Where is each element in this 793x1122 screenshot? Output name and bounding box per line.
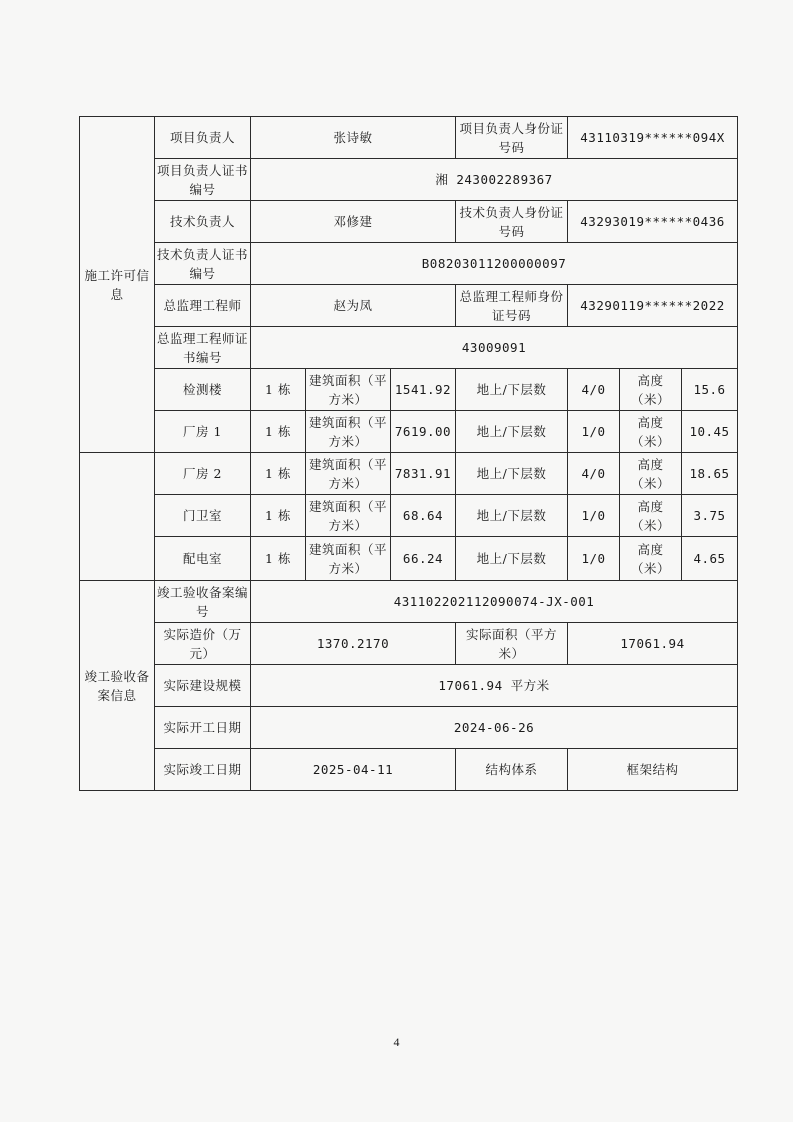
field-value: 17061.94 xyxy=(568,623,738,665)
field-value: 43110319******094X xyxy=(568,117,738,159)
field-label: 技术负责人身份证号码 xyxy=(456,201,568,243)
field-value: 湘 243002289367 xyxy=(251,159,738,201)
field-value: 赵为凤 xyxy=(251,285,456,327)
table-row xyxy=(80,665,738,707)
height-value: 15.6 xyxy=(682,369,738,411)
area-value: 66.24 xyxy=(391,537,456,581)
area-value: 7831.91 xyxy=(391,453,456,495)
building-count: 1 栋 xyxy=(251,411,306,453)
field-value: 431102202112090074-JX-001 xyxy=(251,581,738,623)
floors-value: 1/0 xyxy=(568,411,620,453)
table-row xyxy=(80,749,738,791)
field-label: 项目负责人 xyxy=(155,117,251,159)
section-label-acceptance: 竣工验收备案信息 xyxy=(80,581,155,791)
table-row xyxy=(80,327,738,369)
floors-value: 1/0 xyxy=(568,495,620,537)
field-label: 项目负责人身份证号码 xyxy=(456,117,568,159)
building-row xyxy=(80,411,738,453)
building-row xyxy=(80,495,738,537)
field-label: 竣工验收备案编号 xyxy=(155,581,251,623)
field-label: 技术负责人证书编号 xyxy=(155,243,251,285)
field-value: 43290119******2022 xyxy=(568,285,738,327)
table-row xyxy=(80,159,738,201)
section-label-permit: 施工许可信息 xyxy=(80,117,155,453)
floors-value: 4/0 xyxy=(568,453,620,495)
floors-label: 地上/下层数 xyxy=(456,537,568,581)
building-count: 1 栋 xyxy=(251,369,306,411)
height-value: 10.45 xyxy=(682,411,738,453)
area-label: 建筑面积（平方米） xyxy=(306,495,391,537)
field-value: 2024-06-26 xyxy=(251,707,738,749)
field-value: 框架结构 xyxy=(568,749,738,791)
field-value: 43293019******0436 xyxy=(568,201,738,243)
info-table xyxy=(79,116,738,791)
table-row xyxy=(80,623,738,665)
building-name: 厂房 1 xyxy=(155,411,251,453)
floors-label: 地上/下层数 xyxy=(456,369,568,411)
building-row xyxy=(80,369,738,411)
height-label: 高度（米） xyxy=(620,411,682,453)
field-label: 总监理工程师证书编号 xyxy=(155,327,251,369)
area-value: 7619.00 xyxy=(391,411,456,453)
floors-value: 4/0 xyxy=(568,369,620,411)
area-label: 建筑面积（平方米） xyxy=(306,369,391,411)
height-label: 高度（米） xyxy=(620,537,682,581)
field-value: 17061.94 平方米 xyxy=(251,665,738,707)
floors-label: 地上/下层数 xyxy=(456,495,568,537)
building-row xyxy=(80,537,738,581)
height-value: 4.65 xyxy=(682,537,738,581)
field-label: 项目负责人证书编号 xyxy=(155,159,251,201)
field-value: B08203011200000097 xyxy=(251,243,738,285)
table-row xyxy=(80,707,738,749)
field-value: 邓修建 xyxy=(251,201,456,243)
field-label: 结构体系 xyxy=(456,749,568,791)
section-label-empty xyxy=(80,453,155,581)
height-value: 3.75 xyxy=(682,495,738,537)
building-row xyxy=(80,453,738,495)
field-label: 实际造价（万元） xyxy=(155,623,251,665)
area-label: 建筑面积（平方米） xyxy=(306,411,391,453)
building-name: 厂房 2 xyxy=(155,453,251,495)
field-label: 技术负责人 xyxy=(155,201,251,243)
field-label: 实际面积（平方米） xyxy=(456,623,568,665)
height-label: 高度（米） xyxy=(620,369,682,411)
field-value: 张诗敏 xyxy=(251,117,456,159)
area-value: 68.64 xyxy=(391,495,456,537)
field-label: 实际开工日期 xyxy=(155,707,251,749)
building-count: 1 栋 xyxy=(251,453,306,495)
table-row xyxy=(80,581,738,623)
page-number: 4 xyxy=(393,1035,400,1049)
field-value: 43009091 xyxy=(251,327,738,369)
building-count: 1 栋 xyxy=(251,537,306,581)
table-row xyxy=(80,285,738,327)
field-value: 1370.2170 xyxy=(251,623,456,665)
building-name: 检测楼 xyxy=(155,369,251,411)
height-value: 18.65 xyxy=(682,453,738,495)
floors-label: 地上/下层数 xyxy=(456,411,568,453)
field-label: 总监理工程师 xyxy=(155,285,251,327)
area-label: 建筑面积（平方米） xyxy=(306,537,391,581)
building-name: 配电室 xyxy=(155,537,251,581)
table-row xyxy=(80,117,738,159)
table-row xyxy=(80,201,738,243)
field-value: 2025-04-11 xyxy=(251,749,456,791)
floors-label: 地上/下层数 xyxy=(456,453,568,495)
table-row xyxy=(80,243,738,285)
building-name: 门卫室 xyxy=(155,495,251,537)
height-label: 高度（米） xyxy=(620,453,682,495)
area-value: 1541.92 xyxy=(391,369,456,411)
field-label: 总监理工程师身份证号码 xyxy=(456,285,568,327)
floors-value: 1/0 xyxy=(568,537,620,581)
area-label: 建筑面积（平方米） xyxy=(306,453,391,495)
field-label: 实际建设规模 xyxy=(155,665,251,707)
height-label: 高度（米） xyxy=(620,495,682,537)
field-label: 实际竣工日期 xyxy=(155,749,251,791)
building-count: 1 栋 xyxy=(251,495,306,537)
